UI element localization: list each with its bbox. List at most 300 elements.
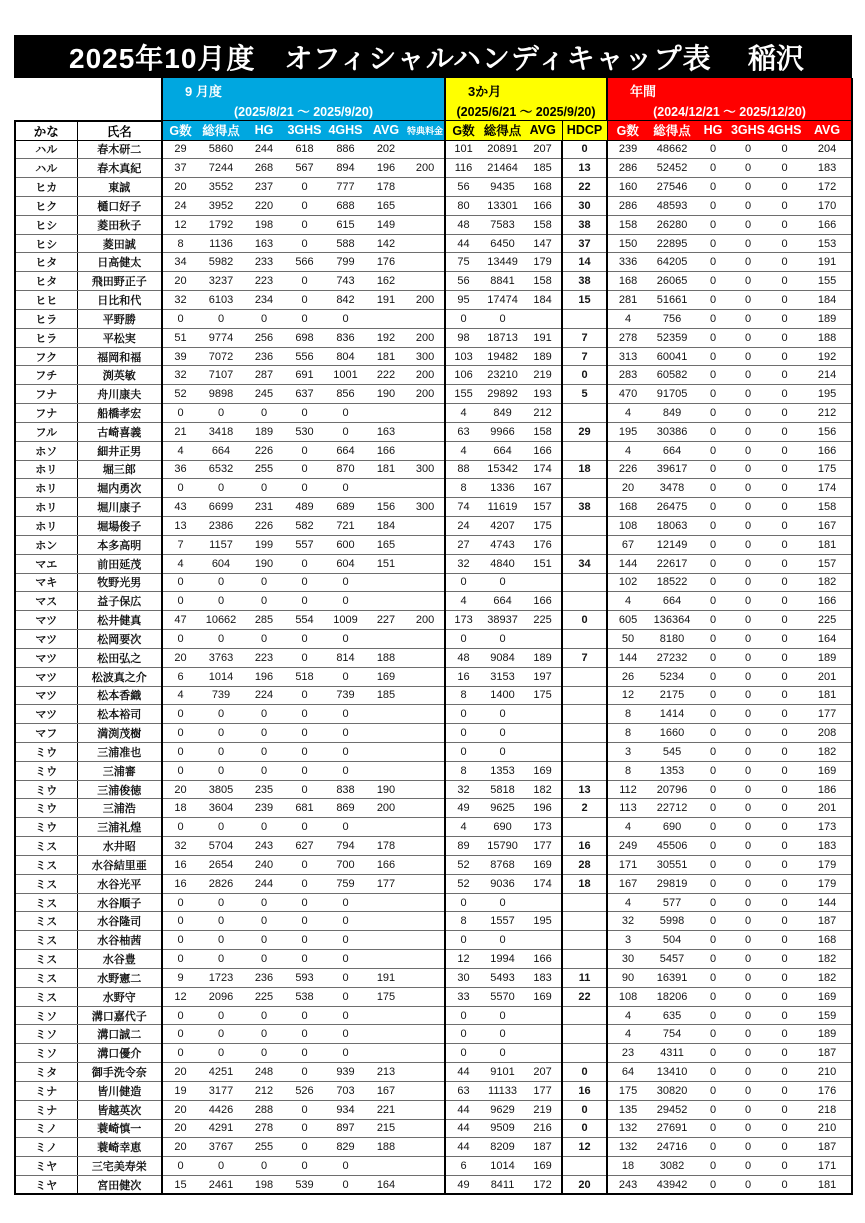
stat-cell: 193 bbox=[524, 385, 562, 404]
player-kana: ミノ bbox=[15, 1119, 77, 1138]
stat-cell: 268 bbox=[244, 159, 284, 178]
stat-cell: 0 bbox=[766, 1100, 803, 1119]
stat-cell: 8841 bbox=[481, 272, 524, 291]
stat-cell: 200 bbox=[366, 799, 406, 818]
stat-cell: 4 bbox=[607, 818, 648, 837]
stat-cell: 849 bbox=[648, 404, 696, 423]
stat-cell: 0 bbox=[766, 592, 803, 611]
player-row bbox=[15, 1138, 852, 1157]
stat-cell: 1136 bbox=[198, 234, 244, 253]
hdcp-cell: 13 bbox=[562, 159, 607, 178]
player-kana: ミウ bbox=[15, 743, 77, 762]
stat-cell: 0 bbox=[766, 1157, 803, 1176]
stat-cell: 664 bbox=[648, 592, 696, 611]
hdcp-cell: 18 bbox=[562, 460, 607, 479]
stat-cell: 3552 bbox=[198, 178, 244, 197]
player-name: 三宅美寿栄 bbox=[77, 1157, 162, 1176]
hdcp-cell: 0 bbox=[562, 1100, 607, 1119]
bonus-fee-cell bbox=[406, 422, 445, 441]
stat-cell: 0 bbox=[284, 743, 325, 762]
stat-cell: 151 bbox=[524, 554, 562, 573]
stat-cell: 9435 bbox=[481, 178, 524, 197]
player-kana: ホリ bbox=[15, 479, 77, 498]
bonus-fee-cell bbox=[406, 140, 445, 159]
stat-cell: 24 bbox=[445, 517, 481, 536]
stat-cell: 225 bbox=[803, 611, 852, 630]
group-period: (2025/8/21 ～ 2025/9/20) bbox=[234, 105, 373, 119]
stat-cell: 545 bbox=[648, 743, 696, 762]
stat-cell: 0 bbox=[766, 931, 803, 950]
bonus-fee-cell bbox=[406, 1157, 445, 1176]
stat-cell: 184 bbox=[524, 291, 562, 310]
stat-cell: 0 bbox=[730, 234, 766, 253]
group-name: 3か月 bbox=[468, 84, 502, 99]
stat-cell: 183 bbox=[803, 159, 852, 178]
stat-cell: 149 bbox=[366, 215, 406, 234]
stat-cell bbox=[524, 1044, 562, 1063]
stat-cell: 51661 bbox=[648, 291, 696, 310]
hdcp-cell: 14 bbox=[562, 253, 607, 272]
stat-cell: 226 bbox=[244, 517, 284, 536]
stat-cell: 175 bbox=[607, 1081, 648, 1100]
stat-cell: 20796 bbox=[648, 780, 696, 799]
bonus-fee-cell bbox=[406, 1006, 445, 1025]
stat-cell: 9898 bbox=[198, 385, 244, 404]
stat-cell: 283 bbox=[607, 366, 648, 385]
stat-cell: 0 bbox=[766, 893, 803, 912]
stat-cell: 179 bbox=[803, 874, 852, 893]
stat-cell: 175 bbox=[524, 686, 562, 705]
stat-cell: 188 bbox=[366, 648, 406, 667]
stat-cell: 0 bbox=[284, 686, 325, 705]
stat-cell: 179 bbox=[524, 253, 562, 272]
player-name: 飛田野正子 bbox=[77, 272, 162, 291]
stat-cell: 219 bbox=[524, 1100, 562, 1119]
hdcp-cell: 38 bbox=[562, 498, 607, 517]
player-row bbox=[15, 724, 852, 743]
stat-cell: 849 bbox=[481, 404, 524, 423]
stat-cell: 0 bbox=[730, 630, 766, 649]
stat-cell: 6532 bbox=[198, 460, 244, 479]
player-name: 細井正男 bbox=[77, 441, 162, 460]
player-row bbox=[15, 686, 852, 705]
bonus-fee-cell bbox=[406, 968, 445, 987]
stat-cell: 191 bbox=[366, 291, 406, 310]
stat-cell: 0 bbox=[284, 272, 325, 291]
stat-cell: 0 bbox=[730, 1025, 766, 1044]
stat-cell bbox=[366, 1006, 406, 1025]
stat-cell: 0 bbox=[325, 309, 366, 328]
stat-cell: 249 bbox=[607, 837, 648, 856]
stat-cell: 0 bbox=[244, 573, 284, 592]
stat-cell: 4 bbox=[607, 404, 648, 423]
stat-cell: 690 bbox=[481, 818, 524, 837]
stat-cell: 168 bbox=[607, 272, 648, 291]
stat-cell: 0 bbox=[730, 799, 766, 818]
stat-cell: 9509 bbox=[481, 1119, 524, 1138]
hdcp-cell: 5 bbox=[562, 385, 607, 404]
stat-cell: 0 bbox=[730, 385, 766, 404]
bonus-fee-cell bbox=[406, 799, 445, 818]
stat-cell: 0 bbox=[696, 611, 730, 630]
stat-cell: 0 bbox=[284, 1025, 325, 1044]
bonus-fee-cell: 200 bbox=[406, 366, 445, 385]
stat-cell: 1792 bbox=[198, 215, 244, 234]
stat-cell: 0 bbox=[766, 196, 803, 215]
stat-cell: 582 bbox=[284, 517, 325, 536]
stat-cell: 0 bbox=[696, 1044, 730, 1063]
stat-cell: 894 bbox=[325, 159, 366, 178]
hdcp-cell: 16 bbox=[562, 837, 607, 856]
stat-cell: 804 bbox=[325, 347, 366, 366]
stat-cell: 30 bbox=[445, 968, 481, 987]
player-row bbox=[15, 1006, 852, 1025]
stat-cell: 48 bbox=[445, 215, 481, 234]
stat-cell: 0 bbox=[445, 743, 481, 762]
stat-cell: 593 bbox=[284, 968, 325, 987]
stat-cell: 90 bbox=[607, 968, 648, 987]
stat-cell: 838 bbox=[325, 780, 366, 799]
bonus-fee-cell bbox=[406, 234, 445, 253]
stat-cell: 0 bbox=[162, 912, 198, 931]
stat-cell: 8 bbox=[445, 761, 481, 780]
hdcp-cell bbox=[562, 517, 607, 536]
stat-cell: 286 bbox=[607, 196, 648, 215]
stat-cell: 112 bbox=[607, 780, 648, 799]
stat-cell: 0 bbox=[696, 1138, 730, 1157]
stat-cell: 0 bbox=[766, 441, 803, 460]
player-name: 松波真之介 bbox=[77, 667, 162, 686]
hdcp-cell: 2 bbox=[562, 799, 607, 818]
stat-cell: 0 bbox=[696, 1119, 730, 1138]
stat-cell: 281 bbox=[607, 291, 648, 310]
stat-cell: 0 bbox=[730, 761, 766, 780]
stat-cell: 618 bbox=[284, 140, 325, 159]
hdcp-cell bbox=[562, 630, 607, 649]
player-row bbox=[15, 253, 852, 272]
player-row bbox=[15, 328, 852, 347]
player-row bbox=[15, 1025, 852, 1044]
stat-cell: 897 bbox=[325, 1119, 366, 1138]
stat-cell: 0 bbox=[198, 479, 244, 498]
player-row bbox=[15, 366, 852, 385]
stat-cell bbox=[366, 630, 406, 649]
stat-cell: 166 bbox=[803, 441, 852, 460]
hdcp-cell: 0 bbox=[562, 1119, 607, 1138]
stat-cell: 0 bbox=[730, 178, 766, 197]
column-header: 総得点 bbox=[481, 121, 524, 141]
stat-cell: 1014 bbox=[481, 1157, 524, 1176]
stat-cell: 0 bbox=[766, 460, 803, 479]
hdcp-cell: 29 bbox=[562, 422, 607, 441]
player-kana: ミナ bbox=[15, 1081, 77, 1100]
stat-cell: 566 bbox=[284, 253, 325, 272]
stat-cell: 0 bbox=[766, 140, 803, 159]
stat-cell: 518 bbox=[284, 667, 325, 686]
player-row bbox=[15, 422, 852, 441]
stat-cell: 4251 bbox=[198, 1063, 244, 1082]
stat-cell: 0 bbox=[481, 1044, 524, 1063]
column-header: HDCP bbox=[562, 121, 607, 141]
stat-cell: 166 bbox=[803, 215, 852, 234]
stat-cell: 178 bbox=[366, 178, 406, 197]
stat-cell: 37 bbox=[162, 159, 198, 178]
stat-cell: 210 bbox=[803, 1063, 852, 1082]
hdcp-cell: 0 bbox=[562, 140, 607, 159]
hdcp-cell: 11 bbox=[562, 968, 607, 987]
stat-cell bbox=[366, 1044, 406, 1063]
stat-cell: 12 bbox=[607, 686, 648, 705]
stat-cell: 0 bbox=[325, 630, 366, 649]
player-name: 蓑崎慎一 bbox=[77, 1119, 162, 1138]
stat-cell: 2386 bbox=[198, 517, 244, 536]
player-name: 松井健真 bbox=[77, 611, 162, 630]
bonus-fee-cell bbox=[406, 648, 445, 667]
player-name: 水谷隆司 bbox=[77, 912, 162, 931]
bonus-fee-cell: 200 bbox=[406, 159, 445, 178]
player-row bbox=[15, 385, 852, 404]
player-row bbox=[15, 347, 852, 366]
stat-cell: 227 bbox=[366, 611, 406, 630]
stat-cell: 0 bbox=[162, 630, 198, 649]
stat-cell: 29819 bbox=[648, 874, 696, 893]
stat-cell: 0 bbox=[162, 592, 198, 611]
stat-cell: 248 bbox=[244, 1063, 284, 1082]
player-kana: マス bbox=[15, 592, 77, 611]
stat-cell: 3 bbox=[607, 743, 648, 762]
player-row bbox=[15, 950, 852, 969]
bonus-fee-cell bbox=[406, 178, 445, 197]
stat-cell: 842 bbox=[325, 291, 366, 310]
column-header: 4GHS bbox=[325, 121, 366, 141]
stat-cell: 218 bbox=[803, 1100, 852, 1119]
stat-cell: 22712 bbox=[648, 799, 696, 818]
stat-cell bbox=[366, 761, 406, 780]
bonus-fee-cell bbox=[406, 573, 445, 592]
stat-cell: 0 bbox=[325, 912, 366, 931]
player-kana: ヒタ bbox=[15, 272, 77, 291]
hdcp-cell bbox=[562, 441, 607, 460]
stat-cell: 0 bbox=[696, 573, 730, 592]
stat-cell: 538 bbox=[284, 987, 325, 1006]
stat-cell: 116 bbox=[445, 159, 481, 178]
stat-cell: 0 bbox=[284, 780, 325, 799]
player-kana: ミヤ bbox=[15, 1176, 77, 1195]
stat-cell: 0 bbox=[198, 743, 244, 762]
stat-cell: 8180 bbox=[648, 630, 696, 649]
stat-cell: 39 bbox=[162, 347, 198, 366]
stat-cell: 168 bbox=[524, 178, 562, 197]
player-kana: フチ bbox=[15, 366, 77, 385]
stat-cell: 32 bbox=[445, 780, 481, 799]
stat-cell: 196 bbox=[366, 159, 406, 178]
player-name: 春木研二 bbox=[77, 140, 162, 159]
stat-cell: 1001 bbox=[325, 366, 366, 385]
stat-cell: 0 bbox=[696, 196, 730, 215]
player-name: 水谷順子 bbox=[77, 893, 162, 912]
player-name: 満渕茂樹 bbox=[77, 724, 162, 743]
player-kana: ミナ bbox=[15, 1100, 77, 1119]
stat-cell: 1723 bbox=[198, 968, 244, 987]
stat-cell: 0 bbox=[284, 1006, 325, 1025]
bonus-fee-cell bbox=[406, 1063, 445, 1082]
stat-cell: 177 bbox=[803, 705, 852, 724]
bonus-fee-cell bbox=[406, 874, 445, 893]
stat-cell: 0 bbox=[766, 535, 803, 554]
player-kana: ヒカ bbox=[15, 178, 77, 197]
stat-cell: 45506 bbox=[648, 837, 696, 856]
stat-cell: 214 bbox=[803, 366, 852, 385]
stat-cell: 169 bbox=[524, 761, 562, 780]
stat-cell: 0 bbox=[284, 479, 325, 498]
stat-cell: 0 bbox=[325, 724, 366, 743]
hdcp-cell bbox=[562, 893, 607, 912]
stat-cell: 22895 bbox=[648, 234, 696, 253]
stat-cell: 0 bbox=[244, 931, 284, 950]
stat-cell: 0 bbox=[696, 535, 730, 554]
stat-cell: 21 bbox=[162, 422, 198, 441]
stat-cell bbox=[524, 724, 562, 743]
stat-cell: 29892 bbox=[481, 385, 524, 404]
player-kana: ヒシ bbox=[15, 234, 77, 253]
stat-cell: 7072 bbox=[198, 347, 244, 366]
stat-cell: 64205 bbox=[648, 253, 696, 272]
stat-cell: 0 bbox=[325, 479, 366, 498]
player-name: 水野憲二 bbox=[77, 968, 162, 987]
group-header bbox=[162, 78, 445, 121]
stat-cell: 0 bbox=[198, 404, 244, 423]
stat-cell: 182 bbox=[803, 573, 852, 592]
stat-cell: 664 bbox=[481, 441, 524, 460]
column-header: AVG bbox=[524, 121, 562, 141]
stat-cell: 156 bbox=[803, 422, 852, 441]
player-name: 堀内勇次 bbox=[77, 479, 162, 498]
stat-cell: 721 bbox=[325, 517, 366, 536]
stat-cell: 0 bbox=[198, 1025, 244, 1044]
stat-cell: 0 bbox=[325, 667, 366, 686]
stat-cell: 15 bbox=[162, 1176, 198, 1195]
bonus-fee-cell bbox=[406, 1081, 445, 1100]
stat-cell: 0 bbox=[766, 159, 803, 178]
stat-cell: 0 bbox=[162, 893, 198, 912]
player-row bbox=[15, 441, 852, 460]
group-name: 9 月度 bbox=[185, 84, 222, 99]
stat-cell: 0 bbox=[198, 1006, 244, 1025]
stat-cell: 689 bbox=[325, 498, 366, 517]
stat-cell: 0 bbox=[198, 630, 244, 649]
stat-cell: 759 bbox=[325, 874, 366, 893]
stat-cell: 231 bbox=[244, 498, 284, 517]
stat-cell: 8 bbox=[607, 761, 648, 780]
stat-cell: 5704 bbox=[198, 837, 244, 856]
stat-cell: 0 bbox=[730, 705, 766, 724]
stat-cell: 5493 bbox=[481, 968, 524, 987]
stat-cell: 0 bbox=[696, 1100, 730, 1119]
stat-cell: 4 bbox=[162, 441, 198, 460]
player-name: 日比和代 bbox=[77, 291, 162, 310]
player-row bbox=[15, 498, 852, 517]
stat-cell: 3767 bbox=[198, 1138, 244, 1157]
stat-cell: 74 bbox=[445, 498, 481, 517]
player-kana: ミウ bbox=[15, 761, 77, 780]
stat-cell: 240 bbox=[244, 855, 284, 874]
stat-cell: 11133 bbox=[481, 1081, 524, 1100]
stat-cell: 3805 bbox=[198, 780, 244, 799]
stat-cell: 177 bbox=[524, 1081, 562, 1100]
stat-cell: 0 bbox=[766, 517, 803, 536]
player-kana: ヒヒ bbox=[15, 291, 77, 310]
stat-cell: 12149 bbox=[648, 535, 696, 554]
stat-cell: 0 bbox=[284, 1044, 325, 1063]
stat-cell: 173 bbox=[445, 611, 481, 630]
player-kana: ヒタ bbox=[15, 253, 77, 272]
stat-cell: 0 bbox=[730, 272, 766, 291]
player-row bbox=[15, 667, 852, 686]
stat-cell: 0 bbox=[730, 1063, 766, 1082]
bonus-fee-cell bbox=[406, 517, 445, 536]
bonus-fee-cell bbox=[406, 1138, 445, 1157]
stat-cell: 0 bbox=[284, 460, 325, 479]
hdcp-cell: 12 bbox=[562, 1138, 607, 1157]
stat-cell: 29452 bbox=[648, 1100, 696, 1119]
stat-cell: 0 bbox=[730, 893, 766, 912]
player-name: 三浦浩 bbox=[77, 799, 162, 818]
stat-cell: 220 bbox=[244, 196, 284, 215]
stat-cell: 0 bbox=[730, 874, 766, 893]
stat-cell: 60041 bbox=[648, 347, 696, 366]
stat-cell: 539 bbox=[284, 1176, 325, 1195]
player-kana: ヒラ bbox=[15, 309, 77, 328]
bonus-fee-cell bbox=[406, 987, 445, 1006]
stat-cell: 191 bbox=[524, 328, 562, 347]
stat-cell: 4291 bbox=[198, 1119, 244, 1138]
stat-cell: 225 bbox=[244, 987, 284, 1006]
stat-cell: 0 bbox=[284, 404, 325, 423]
stat-cell: 18522 bbox=[648, 573, 696, 592]
stat-cell: 0 bbox=[162, 1157, 198, 1176]
column-header: G数 bbox=[162, 121, 198, 141]
stat-cell: 0 bbox=[766, 950, 803, 969]
stat-cell: 0 bbox=[162, 818, 198, 837]
player-name: 渕英敏 bbox=[77, 366, 162, 385]
stat-cell: 6 bbox=[445, 1157, 481, 1176]
stat-cell: 186 bbox=[803, 780, 852, 799]
handicap-table bbox=[14, 78, 853, 1195]
stat-cell: 0 bbox=[766, 309, 803, 328]
hdcp-cell: 22 bbox=[562, 987, 607, 1006]
player-row bbox=[15, 611, 852, 630]
stat-cell: 226 bbox=[244, 441, 284, 460]
stat-cell: 181 bbox=[803, 535, 852, 554]
stat-cell: 169 bbox=[803, 761, 852, 780]
stat-cell: 0 bbox=[198, 724, 244, 743]
stat-cell: 150 bbox=[607, 234, 648, 253]
stat-cell: 794 bbox=[325, 837, 366, 856]
stat-cell: 777 bbox=[325, 178, 366, 197]
stat-cell bbox=[524, 630, 562, 649]
bonus-fee-cell bbox=[406, 1044, 445, 1063]
stat-cell: 0 bbox=[730, 347, 766, 366]
bonus-fee-cell: 200 bbox=[406, 291, 445, 310]
player-name: 水野守 bbox=[77, 987, 162, 1006]
stat-cell: 0 bbox=[696, 404, 730, 423]
stat-cell: 26475 bbox=[648, 498, 696, 517]
stat-cell: 0 bbox=[696, 818, 730, 837]
stat-cell: 0 bbox=[696, 1081, 730, 1100]
stat-cell: 739 bbox=[198, 686, 244, 705]
stat-cell: 207 bbox=[524, 1063, 562, 1082]
stat-cell: 0 bbox=[481, 309, 524, 328]
